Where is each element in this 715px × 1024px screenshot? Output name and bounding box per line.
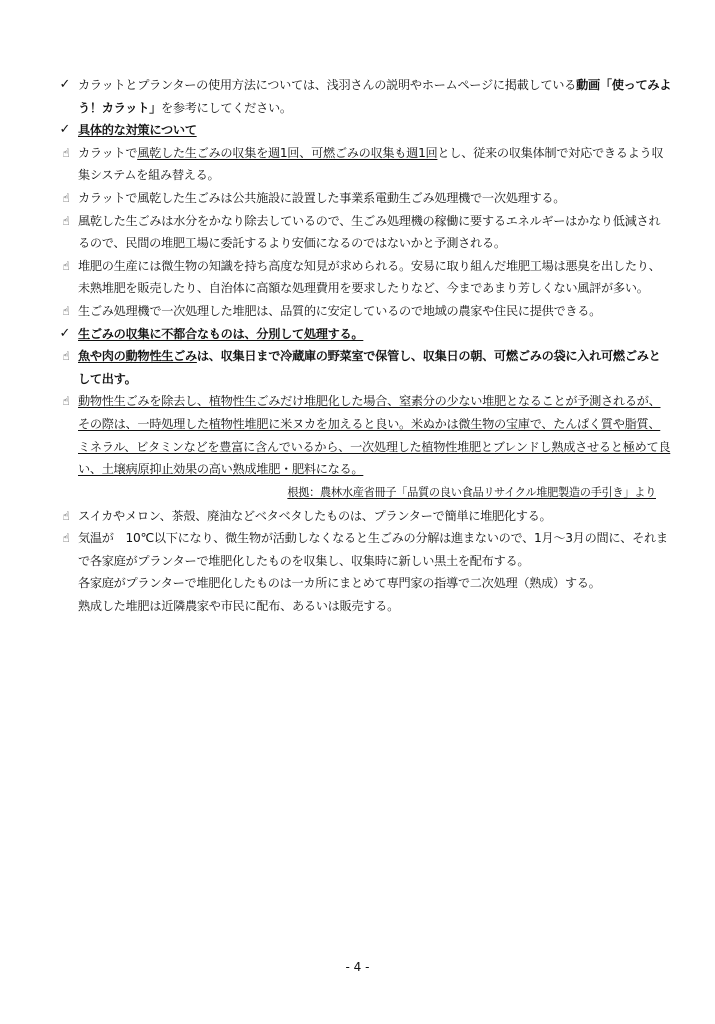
measure-item-compost-production (52, 255, 672, 300)
usage-text-part2: を参考にしてください。 (160, 100, 292, 115)
check-item-usage-text (78, 74, 672, 119)
section-heading-measures-text: 具体的な対策について (78, 123, 197, 138)
pointing-hand-icon: ☝ (62, 394, 70, 409)
checkmark-icon: ✓ (59, 325, 71, 341)
secondary-processing-paragraph: 各家庭がプランターで堆肥化したものは一カ所にまとめて専門家の指導で二次処理（熟成）する。 (78, 576, 601, 591)
separation-item-sticky (52, 505, 672, 528)
pointing-hand-icon: ☝ (62, 190, 70, 205)
collection-text-part1: カラットで (78, 145, 138, 160)
collection-text-part2: とし、従来の収集体制で対応できるよう収集システムを組み替える。 (78, 145, 664, 183)
animal-waste-instruction: は、収集日まで冷蔵庫の野菜室で保管し、収集日の朝、可燃ごみの袋に入れ可燃ごみとして出す。 (78, 349, 661, 386)
pointing-hand-icon: ☝ (62, 145, 70, 160)
usage-text-part1: カラットとプランターの使用方法については、浅羽さんの説明やホームページに掲載している (78, 78, 577, 92)
pointing-hand-icon: ☝ (62, 508, 70, 523)
measure-item-supply (52, 300, 672, 323)
measure-item-processing (52, 187, 672, 210)
citation-text: 根拠：農林水産省冊子「品質の良い食品リサイクル堆肥製造の手引き」より (287, 485, 656, 499)
pointing-hand-icon: ☝ (62, 213, 70, 228)
animal-waste-term: 魚や肉の動物性生ごみ (78, 349, 197, 364)
distribution-paragraph: 熟成した堆肥は近隣農家や市民に配布、あるいは販売する。 (78, 599, 399, 614)
measure-item-collection-text (78, 142, 672, 187)
pointing-hand-icon: ☝ (62, 531, 70, 546)
measure-item-compost-production-text: 堆肥の生産には微生物の知識を持ち高度な知見が求められる。安易に取り組んだ堆肥工場は悪臭を出したり、未熟堆肥を販売したり、自治体に高額な処理費用を要求したりなど、今まであまり芳しくない風評が多い。 (78, 258, 661, 296)
document-body (52, 74, 672, 618)
separation-item-plant (52, 390, 672, 480)
pointing-hand-icon: ☝ (62, 258, 70, 273)
citation-source (52, 483, 672, 503)
checkmark-icon: ✓ (59, 122, 71, 138)
collection-schedule: 風乾した生ごみの収集を週1回、可燃ごみの収集も週1回 (137, 145, 438, 160)
usage-video-title: 動画「使ってみよう！カラット」 (78, 78, 672, 115)
separation-item-winter-text: 気温が 10℃以下になり、微生物が活動しなくなると生ごみの分解は進まないので、1月～3月の間に、それまで各家庭がプランターで堆肥化したものを収集し、収集時に新しい黒土を配布する。 (78, 531, 668, 568)
section-heading-separation (52, 323, 672, 346)
section-heading-measures (52, 119, 672, 142)
checkmark-icon: ✓ (59, 77, 71, 92)
separation-item-sticky-text: スイカやメロン、茶殻、廃油などベタベタしたものは、プランターで簡単に堆肥化する。 (78, 508, 552, 523)
page-number: - 4 - (345, 960, 370, 974)
measure-item-cost (52, 210, 672, 255)
measure-item-collection (52, 142, 672, 187)
pointing-hand-icon: ☝ (62, 349, 70, 364)
separation-item-animal (52, 345, 672, 390)
check-item-usage (52, 74, 672, 119)
separation-item-winter (52, 527, 672, 572)
measure-item-cost-text: 風乾した生ごみは水分をかなり除去しているので、生ごみ処理機の稼働に要するエネルギーはかなり低減されるので、民間の堆肥工場に委託するより安価になるのではないかと予測される。 (78, 213, 661, 251)
measure-item-supply-text: 生ごみ処理機で一次処理した堆肥は、品質的に安定しているので地域の農家や住民に提供できる。 (78, 303, 602, 318)
separation-item-animal-text (78, 345, 672, 390)
section-heading-separation-text: 生ごみの収集に不都合なものは、分別して処理する。 (78, 326, 364, 341)
separation-item-plant-text: 動物性生ごみを除去し、植物性生ごみだけ堆肥化した場合、窒素分の少ない堆肥となることが予測されるが、その際は、一時処理した植物性堆肥に米ヌカを加えると良い。米ぬかは微生物の宝庫で、たんぱく質や脂質、ミネラル、ビタミンなどを豊富に含んでいるから、一次処理した植物性堆肥とブレンドし熟成させると極めて良い、土壌病原抑止効果の高い熟成堆肥・肥料になる。 (78, 394, 671, 477)
measure-item-processing-text: カラットで風乾した生ごみは公共施設に設置した事業系電動生ごみ処理機で一次処理する。 (78, 190, 566, 205)
pointing-hand-icon: ☝ (62, 303, 70, 318)
